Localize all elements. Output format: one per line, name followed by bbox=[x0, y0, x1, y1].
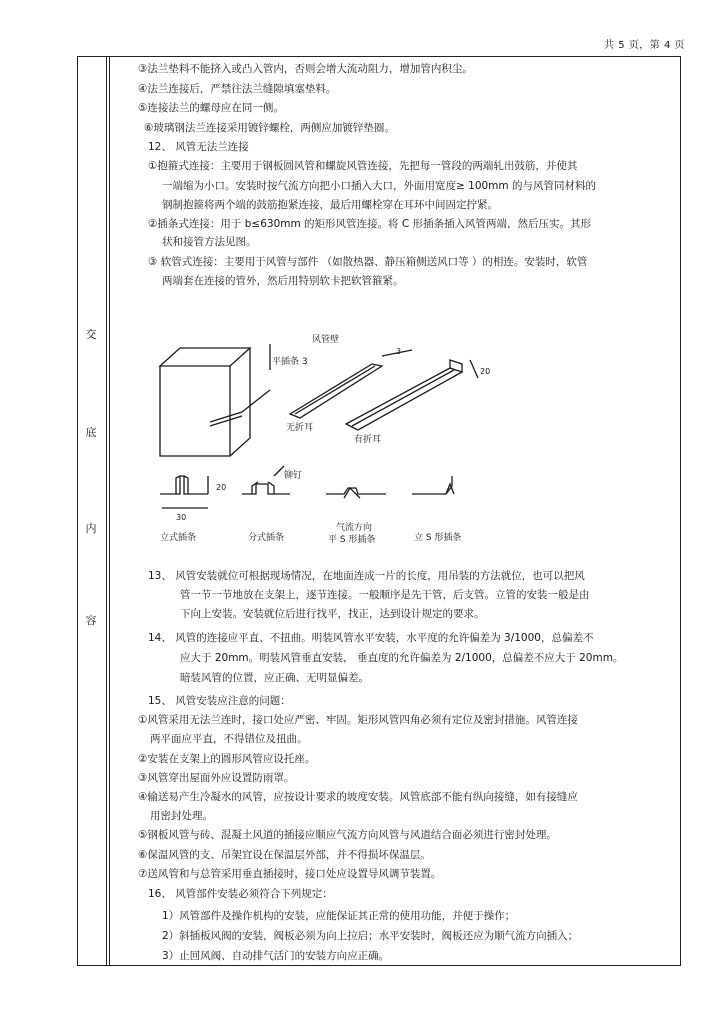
duct-top-face bbox=[160, 348, 250, 366]
figure-label-airflow: 气流方向 bbox=[336, 523, 373, 533]
section-heading: 15、 风管安装应注意的问题： bbox=[148, 695, 291, 707]
figure-label-flat-strip: 平插条 3 bbox=[272, 357, 308, 367]
side-label-char: 内 bbox=[85, 522, 97, 535]
figure-dim-20: 20 bbox=[480, 367, 491, 376]
strip-no-fold bbox=[290, 364, 382, 418]
side-label-char: 底 bbox=[85, 426, 97, 439]
figure-label-with-fold: 有折耳 bbox=[354, 435, 382, 445]
text-line: ④输送易产生冷凝水的风管，应按设计要求的坡度安装。风管底部不能有纵向接缝，如有接缝应 bbox=[138, 791, 578, 803]
figure-dim-30: 30 bbox=[176, 513, 187, 522]
text-line: ②插条式连接：用于 b≤630mm 的矩形风管连接。将 C 形插条插入风管两端，然后压实。其形 bbox=[148, 218, 592, 230]
duct-side-face bbox=[230, 348, 250, 456]
figure-label-vertical-s: 立 S 形插条 bbox=[414, 533, 462, 543]
text-line: 两端套在连接的管外，然后用特别软卡把软管箍紧。 bbox=[162, 275, 404, 287]
profile-split-strip bbox=[242, 484, 290, 494]
rivet-pointer bbox=[274, 466, 284, 476]
text-line: 管一节一节地放在支架上，逐节连接。一般顺序是先干管，后支管。立管的安装一般是由 bbox=[180, 589, 590, 601]
figure-label-no-fold: 无折耳 bbox=[286, 423, 314, 433]
figure-dim-3: 3 bbox=[396, 347, 402, 356]
figure-label-split-strip: 分式插条 bbox=[248, 533, 285, 543]
duct-connection-figure bbox=[150, 326, 650, 548]
figure-dim-20-bottom: 20 bbox=[216, 483, 227, 492]
text-line: 钢制抱箍将两个端的鼓筋抱紧连接，最后用螺栓穿在耳环中间固定拧紧。 bbox=[162, 199, 498, 211]
page-number: 共 5 页，第 4 页 bbox=[604, 40, 685, 51]
text-line: ②安装在支架上的圆形风管应设托座。 bbox=[138, 753, 316, 765]
text-line: 一端缩为小口。安装时按气流方向把小口插入大口，外面用宽度≥ 100mm 的与风管同材料的 bbox=[162, 180, 596, 192]
text-line: ⑥保温风管的支、吊架宜设在保温层外部，并不得损坏保温层。 bbox=[138, 849, 431, 861]
text-line: ③法兰垫料不能挤入或凸入管内，否则会增大流动阻力，增加管内积尘。 bbox=[138, 63, 473, 75]
text-line: ①风管采用无法兰连时，接口处应严密、牢固。矩形风管四角必须有定位及密封措施。风管连接 bbox=[138, 714, 578, 726]
profile-vertical-strip bbox=[160, 476, 208, 494]
side-label-char: 容 bbox=[85, 614, 97, 627]
text-line: ④法兰连接后，严禁往法兰缝隙填塞垫料。 bbox=[138, 83, 337, 95]
text-line: ③风管穿出屋面外应设置防雨罩。 bbox=[138, 772, 295, 784]
text-line: ⑥玻璃钢法兰连接采用镀锌螺栓，两侧应加镀锌垫圈。 bbox=[144, 122, 395, 134]
profile-vertical-s-strip bbox=[412, 476, 452, 494]
text-line: ⑤钢板风管与砖、混凝土风道的插接应顺应气流方向风管与风道结合面必须进行密封处理。 bbox=[138, 829, 557, 841]
text-line: 下向上安装。安装就位后进行找平，找正，达到设计规定的要求。 bbox=[180, 608, 485, 620]
strip-insert-extension bbox=[242, 390, 270, 412]
figure-label-vertical-strip: 立式插条 bbox=[160, 533, 197, 543]
text-line: ⑤连接法兰的螺母应在同一侧。 bbox=[138, 102, 284, 114]
text-line: 3）止回风阀、自动排气活门的安装方向应正确。 bbox=[162, 950, 390, 962]
dimension-line bbox=[470, 360, 478, 378]
figure-label-duct-wall: 风管壁 bbox=[312, 335, 340, 345]
text-line: 14、 风管的连接应平直、不扭曲。明装风管水平安装，水平度的允许偏差为 3/1000，总偏差不 bbox=[148, 632, 594, 644]
section-heading: 12、 风管无法兰连接 bbox=[148, 141, 249, 153]
text-line: 1）风管部件及操作机构的安装，应能保证其正常的使用功能，并便于操作； bbox=[162, 910, 516, 922]
text-line: 2）斜插板风阀的安装，阀板必须为向上拉启；水平安装时，阀板还应为顺气流方向插入； bbox=[162, 930, 579, 942]
text-line: 用密封处理。 bbox=[150, 810, 213, 822]
text-line: 13、 风管安装就位可根据现场情况，在地面连成一片的长度，用吊装的方法就位，也可以把风 bbox=[148, 570, 585, 582]
figure-label-rivet: 铆钉 bbox=[284, 471, 303, 481]
text-line: 状和接管方法见图。 bbox=[162, 236, 257, 248]
column-divider bbox=[106, 57, 107, 965]
figure-label-flat-s: 平 S 形插条 bbox=[328, 535, 376, 545]
text-line: ③ 软管式连接：主要用于风管与部件 （如散热器、静压箱侧送风口等 ）的相连。安装时，软管 bbox=[148, 256, 588, 268]
text-line: ①抱箍式连接：主要用于钢板圆风管和螺旋风管连接，先把每一管段的两端轧出鼓筋，并使其 bbox=[148, 160, 578, 172]
side-label-char: 交 bbox=[85, 328, 97, 341]
text-line: ⑦送风管和与总管采用垂直插接时，接口处应设置导风调节装置。 bbox=[138, 868, 442, 880]
duct-front-face bbox=[160, 366, 230, 456]
section-heading: 16、 风管部件安装必须符合下列规定： bbox=[148, 888, 333, 900]
text-line: 两平面应平直，不得错位及扭曲。 bbox=[150, 733, 308, 745]
column-divider-inner bbox=[109, 57, 110, 965]
text-line: 暗装风管的位置，应正确、无明显偏差。 bbox=[180, 672, 369, 684]
text-line: 应大于 20mm。明装风管垂直安装， 垂直度的允许偏差为 2/1000，总偏差不应大于 20mm。 bbox=[180, 652, 624, 664]
